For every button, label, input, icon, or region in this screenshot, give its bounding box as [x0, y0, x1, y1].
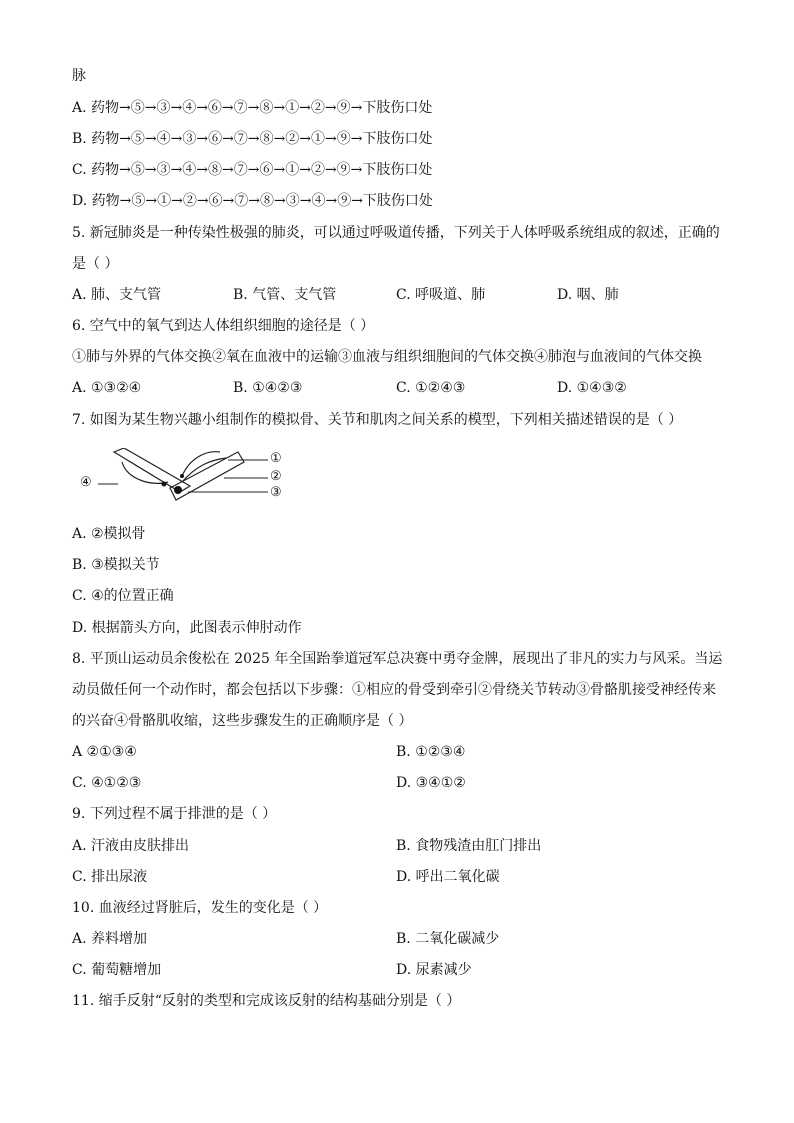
label-1: ①	[270, 451, 282, 466]
q10-option-d[interactable]: D. 尿素减少	[396, 962, 472, 978]
q5-stem: 5. 新冠肺炎是一种传染性极强的肺炎，可以通过呼吸道传播，下列关于人体呼吸系统组成的叙述，正确的	[72, 225, 720, 241]
q6-sub-statements: ①肺与外界的气体交换②氧在血液中的运输③血液与组织细胞间的气体交换④肺泡与血液间的气体交换	[72, 349, 702, 365]
muscle-curve-upper	[182, 452, 220, 476]
q8-stem: 8. 平顶山运动员余俊松在 2025 年全国跆拳道冠军总决赛中勇夺金牌，展现出了非凡的实力与风采。当运	[72, 651, 723, 667]
joint-dot	[174, 486, 182, 494]
q4-option-c[interactable]: C. 药物→⑤→③→④→⑧→⑦→⑥→①→②→⑨→下肢伤口处	[72, 162, 433, 178]
q8-option-b[interactable]: B. ①②③④	[396, 744, 466, 760]
q11-stem: 11. 缩手反射“反射的类型和完成该反射的结构基础分别是（ ）	[72, 993, 461, 1009]
attachment-point-2	[180, 474, 184, 478]
q5-option-b[interactable]: B. 气管、支气管	[233, 287, 337, 303]
q10-option-a[interactable]: A. 养料增加	[72, 931, 148, 947]
q4-option-b[interactable]: B. 药物→⑤→④→③→⑥→⑦→⑧→②→①→⑨→下肢伤口处	[72, 131, 433, 147]
model-diagram	[78, 448, 298, 504]
label-3: ③	[270, 485, 282, 500]
q6-option-c[interactable]: C. ①②④③	[396, 380, 466, 396]
q6-option-b[interactable]: B. ①④②③	[233, 380, 303, 396]
q10-option-c[interactable]: C. 葡萄糖增加	[72, 962, 162, 978]
q9-option-c[interactable]: C. 排出尿液	[72, 869, 148, 885]
q5-stem-line2: 是（ ）	[72, 256, 119, 272]
q7-option-a[interactable]: A. ②模拟骨	[72, 526, 146, 542]
q9-option-a[interactable]: A. 汗液由皮肤排出	[72, 838, 190, 854]
q10-stem: 10. 血液经过肾脏后，发生的变化是（ ）	[72, 900, 328, 916]
q6-option-d[interactable]: D. ①④③②	[557, 380, 627, 396]
q4-stem-continuation: 脉	[72, 68, 86, 84]
q8-option-d[interactable]: D. ③④①②	[396, 775, 466, 791]
q9-stem: 9. 下列过程不属于排泄的是（ ）	[72, 806, 277, 822]
q8-option-c[interactable]: C. ④①②③	[72, 775, 142, 791]
label-2: ②	[270, 469, 282, 484]
muscle-bone-model-figure	[78, 448, 298, 504]
q7-option-c[interactable]: C. ④的位置正确	[72, 588, 174, 604]
q9-option-b[interactable]: B. 食物残渣由肛门排出	[396, 838, 542, 854]
attachment-point	[162, 482, 167, 487]
q8-stem-line2: 动员做任何一个动作时，都会包括以下步骤：①相应的骨受到牵引②骨绕关节转动③骨骼肌接受神经传来	[72, 682, 716, 698]
q5-option-d[interactable]: D. 咽、肺	[557, 287, 619, 303]
q6-stem: 6. 空气中的氧气到达人体组织细胞的途径是（ ）	[72, 318, 375, 334]
q7-stem: 7. 如图为某生物兴趣小组制作的模拟骨、关节和肌肉之间关系的模型，下列相关描述错误的是（ ）	[72, 412, 683, 428]
q6-option-a[interactable]: A. ①③②④	[72, 380, 142, 396]
q4-option-a[interactable]: A. 药物→⑤→③→④→⑥→⑦→⑧→①→②→⑨→下肢伤口处	[72, 100, 433, 116]
q8-stem-line3: 的兴奋④骨骼肌收缩，这些步骤发生的正确顺序是（ ）	[72, 713, 413, 729]
q5-option-a[interactable]: A. 肺、支气管	[72, 287, 162, 303]
label-4: ④	[80, 475, 92, 490]
q7-option-b[interactable]: B. ③模拟关节	[72, 557, 160, 573]
q10-option-b[interactable]: B. 二氧化碳减少	[396, 931, 500, 947]
q5-option-c[interactable]: C. 呼吸道、肺	[396, 287, 486, 303]
q8-option-a[interactable]: A ②①③④	[72, 744, 137, 760]
q4-option-d[interactable]: D. 药物→⑤→①→②→⑥→⑦→⑧→③→④→⑨→下肢伤口处	[72, 193, 433, 209]
q7-option-d[interactable]: D. 根据箭头方向，此图表示伸肘动作	[72, 620, 302, 636]
q9-option-d[interactable]: D. 呼出二氧化碳	[396, 869, 500, 885]
